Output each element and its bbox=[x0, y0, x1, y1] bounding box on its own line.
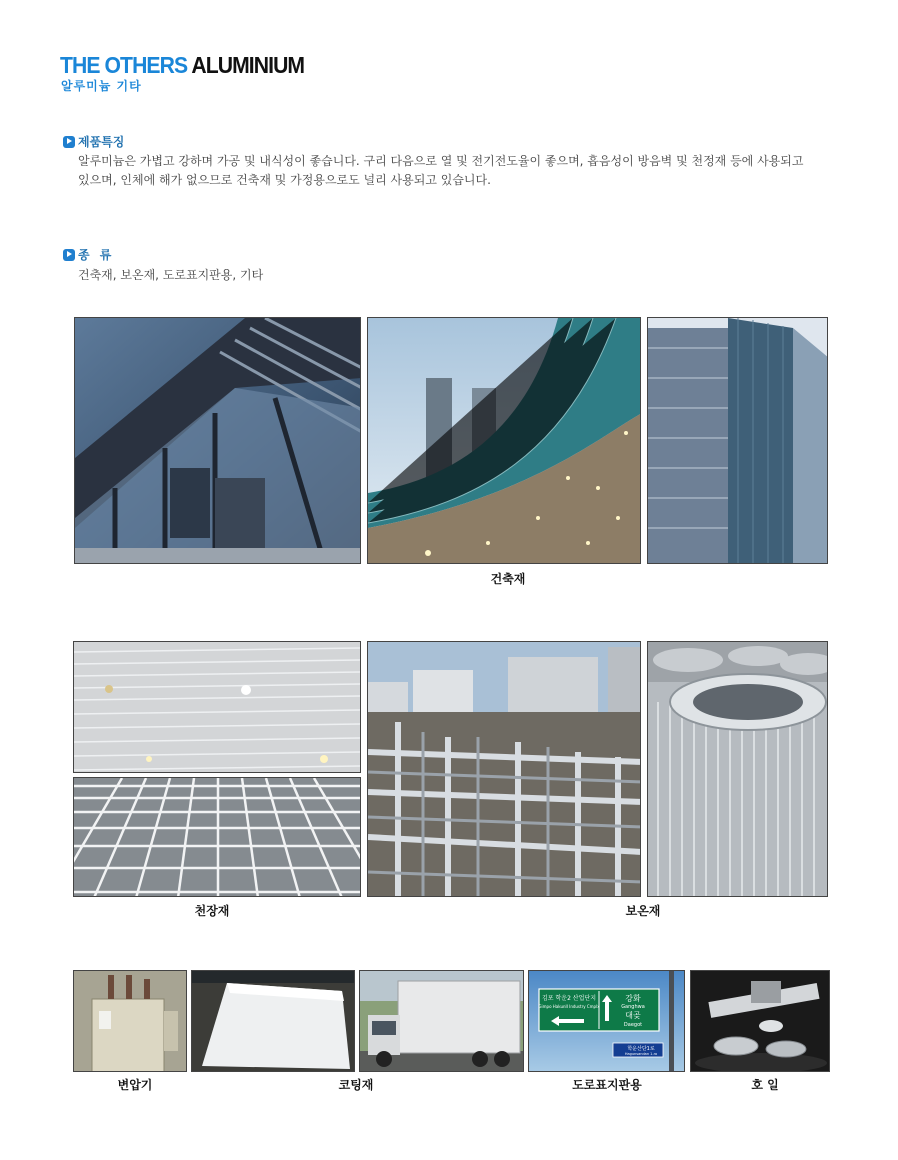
play-bullet-icon bbox=[63, 136, 75, 148]
sign-en-right1: Ganghwa bbox=[621, 1004, 645, 1010]
sign-ko-right2: 대곶 bbox=[625, 1011, 641, 1020]
page-subtitle: 알루미늄 기타 bbox=[61, 79, 142, 93]
page-title bbox=[60, 52, 304, 78]
caption-insulation: 보온재 bbox=[625, 904, 661, 918]
glass-facade-photo bbox=[74, 317, 361, 564]
title-main: ALUMINIUM bbox=[191, 52, 305, 78]
sign-en-left: Gimpo HakunII Industry Cmplx bbox=[538, 1004, 600, 1009]
caption-road-sign: 도로표지판용 bbox=[572, 1078, 642, 1092]
sign-street: 학운산단1로 bbox=[627, 1046, 655, 1052]
sign-ko-left: 김포 학운2 산업단지 bbox=[541, 995, 597, 1002]
features-heading-label: 제품특징 bbox=[78, 135, 125, 149]
features-heading bbox=[63, 133, 124, 150]
title-accent: THE OTHERS bbox=[60, 52, 188, 78]
features-text bbox=[78, 152, 803, 190]
road-sign-photo bbox=[528, 970, 685, 1072]
types-text: 건축재, 보온재, 도로표지판용, 기타 bbox=[78, 268, 264, 282]
sign-ko-right1: 강화 bbox=[625, 994, 641, 1003]
truck-photo bbox=[359, 970, 524, 1072]
play-bullet-icon bbox=[63, 249, 75, 261]
types-heading bbox=[63, 246, 114, 263]
curved-building-photo bbox=[367, 317, 641, 564]
features-line-2: 있으며, 인체에 해가 없으므로 건축재 및 가정용으로도 널리 사용되고 있습니다. bbox=[78, 173, 491, 187]
grid-ceiling-photo bbox=[73, 777, 361, 897]
coated-sheet-photo bbox=[191, 970, 355, 1072]
foil-photo bbox=[690, 970, 830, 1072]
sign-street-en: Hagunsandan 1-ro bbox=[624, 1052, 658, 1056]
aluminium-coil-photo bbox=[647, 641, 828, 897]
sign-en-right2: Daegot bbox=[623, 1022, 643, 1028]
highrise-building-photo bbox=[647, 317, 828, 564]
caption-ceiling: 천장재 bbox=[194, 904, 230, 918]
caption-transformer: 변압기 bbox=[117, 1078, 153, 1092]
caption-foil: 호 일 bbox=[751, 1078, 779, 1092]
caption-coating: 코팅재 bbox=[338, 1078, 374, 1092]
types-heading-label: 종 류 bbox=[78, 248, 115, 262]
ceiling-panel-photo bbox=[73, 641, 361, 773]
caption-building: 건축재 bbox=[490, 572, 526, 586]
industrial-pipes-photo bbox=[367, 641, 641, 897]
transformer-photo bbox=[73, 970, 187, 1072]
features-line-1: 알루미늄은 가볍고 강하며 가공 및 내식성이 좋습니다. 구리 다음으로 열 및 전기전도율이 좋으며, 흡음성이 방음벽 및 천정재 등에 사용되고 bbox=[78, 154, 804, 168]
